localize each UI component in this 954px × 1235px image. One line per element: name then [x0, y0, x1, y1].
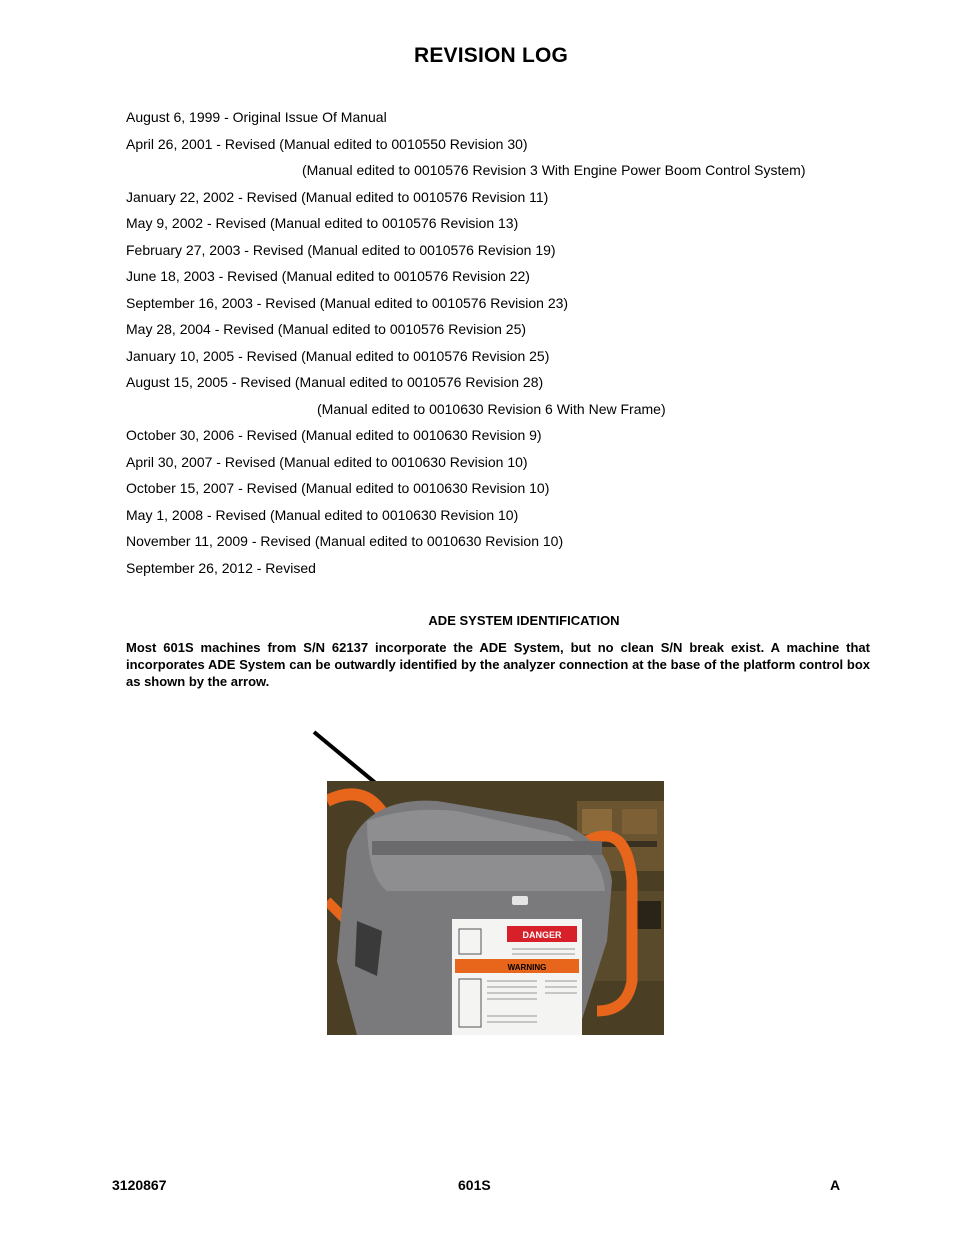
- danger-label: DANGER: [522, 930, 562, 940]
- footer-model: 601S: [458, 1177, 491, 1193]
- control-box-illustration: [327, 781, 664, 1035]
- control-box-photo: [327, 781, 664, 1035]
- revision-entry: September 16, 2003 - Revised (Manual edited to 0010576 Revision 23): [126, 294, 569, 311]
- revision-entry: May 9, 2002 - Revised (Manual edited to 0010576 Revision 13): [126, 215, 519, 231]
- revision-entry: January 22, 2002 - Revised (Manual edited to 0010576 Revision 11): [126, 188, 549, 205]
- revision-entry: May 1, 2008 - Revised (Manual edited to 0010630 Revision 10): [126, 506, 519, 523]
- revision-entry: February 27, 2003 - Revised (Manual edited to 0010576 Revision 19): [126, 241, 556, 258]
- section-paragraph: Most 601S machines from S/N 62137 incorporate the ADE System, but no clean S/N break exist. A machine that incorporates ADE System can be outwardly identified by the analyzer connection at the base of the platform control box as shown by the arrow.: [126, 640, 870, 689]
- footer-doc-number: 3120867: [112, 1177, 167, 1193]
- revision-entry: (Manual edited to 0010630 Revision 6 With New Frame): [317, 400, 666, 417]
- revision-entry: June 18, 2003 - Revised (Manual edited to 0010576 Revision 22): [126, 268, 530, 284]
- revision-entry: (Manual edited to 0010576 Revision 3 With Engine Power Boom Control System): [302, 162, 806, 178]
- revision-entry: August 6, 1999 - Original Issue Of Manual: [126, 109, 387, 125]
- revision-entry: August 15, 2005 - Revised (Manual edited to 0010576 Revision 28): [126, 374, 544, 390]
- revision-entry: October 30, 2006 - Revised (Manual edited to 0010630 Revision 9): [126, 427, 542, 443]
- section-heading: ADE SYSTEM IDENTIFICATION: [428, 613, 620, 628]
- warning-label: WARNING: [507, 963, 547, 972]
- footer-revision: A: [830, 1177, 841, 1193]
- revision-entry: September 26, 2012 - Revised: [126, 559, 316, 576]
- revision-entry: January 10, 2005 - Revised (Manual edited to 0010576 Revision 25): [126, 347, 550, 364]
- revision-entry: May 28, 2004 - Revised (Manual edited to 0010576 Revision 25): [126, 321, 527, 337]
- page-title: REVISION LOG: [413, 44, 569, 67]
- revision-entry: October 15, 2007 - Revised (Manual edited to 0010630 Revision 10): [126, 480, 550, 496]
- revision-log: [126, 108, 886, 585]
- revision-entry: April 30, 2007 - Revised (Manual edited to 0010630 Revision 10): [126, 453, 528, 470]
- revision-entry: April 26, 2001 - Revised (Manual edited to 0010550 Revision 30): [126, 135, 528, 152]
- revision-entry: November 11, 2009 - Revised (Manual edited to 0010630 Revision 10): [126, 533, 564, 549]
